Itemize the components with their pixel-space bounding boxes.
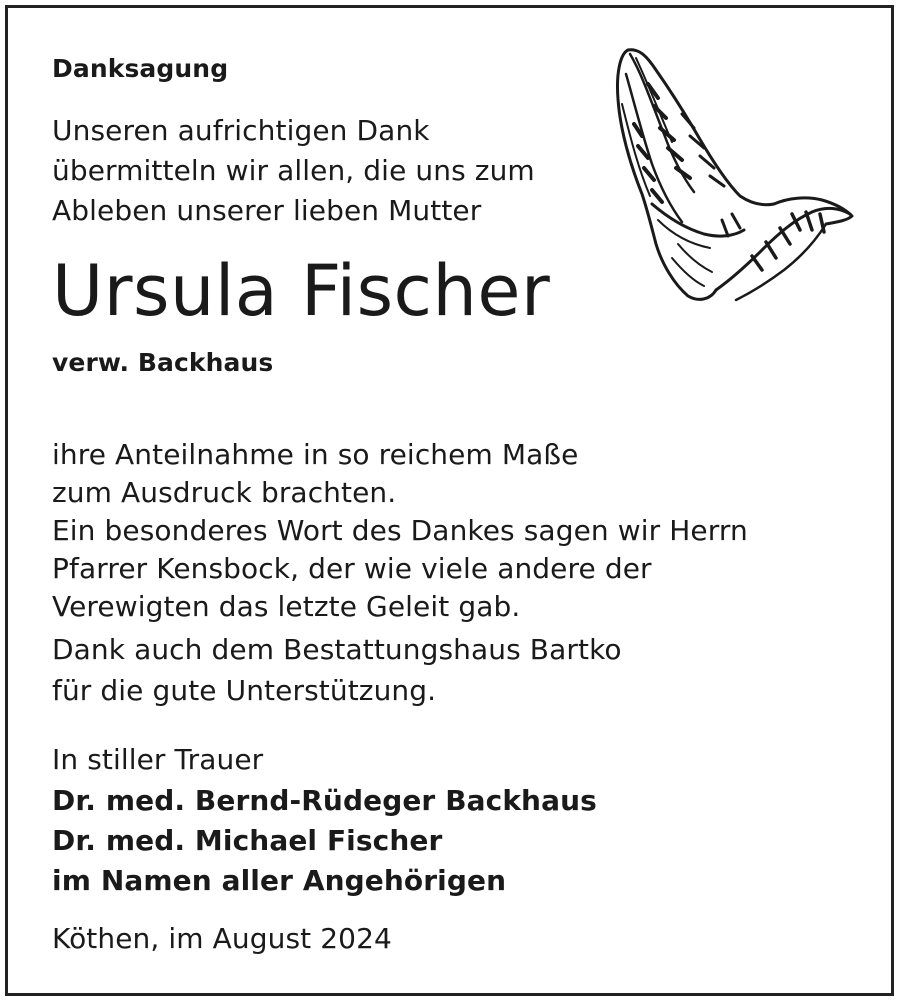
message-line: zum Ausdruck brachten.	[52, 476, 397, 509]
intro-line: Unseren aufrichtigen Dank	[52, 114, 430, 147]
notice-heading: Danksagung	[52, 54, 229, 83]
message-line: für die gute Unterstützung.	[52, 674, 437, 707]
place-date: Köthen, im August 2024	[52, 922, 392, 955]
message-line: Dank auch dem Bestattungshaus Bartko	[52, 633, 622, 666]
deceased-subtitle: verw. Backhaus	[52, 348, 274, 377]
message-line: Ein besonderes Wort des Dankes sagen wir Herrn	[52, 514, 748, 547]
message-line: Verewigten das letzte Geleit gab.	[52, 590, 521, 623]
message-line: ihre Anteilnahme in so reichem Maße	[52, 438, 579, 471]
mourner-line: Dr. med. Bernd-Rüdeger Backhaus	[52, 784, 597, 817]
praying-hands-icon	[612, 44, 862, 316]
message-line: Pfarrer Kensbock, der wie viele andere der	[52, 552, 652, 585]
intro-line: Ableben unserer lieben Mutter	[52, 194, 482, 227]
mourner-line: Dr. med. Michael Fischer	[52, 824, 443, 857]
mourning-intro: In stiller Trauer	[52, 743, 264, 776]
intro-line: übermitteln wir allen, die uns zum	[52, 154, 535, 187]
mourner-line: im Namen aller Angehörigen	[52, 864, 507, 897]
deceased-name: Ursula Fischer	[52, 250, 551, 332]
